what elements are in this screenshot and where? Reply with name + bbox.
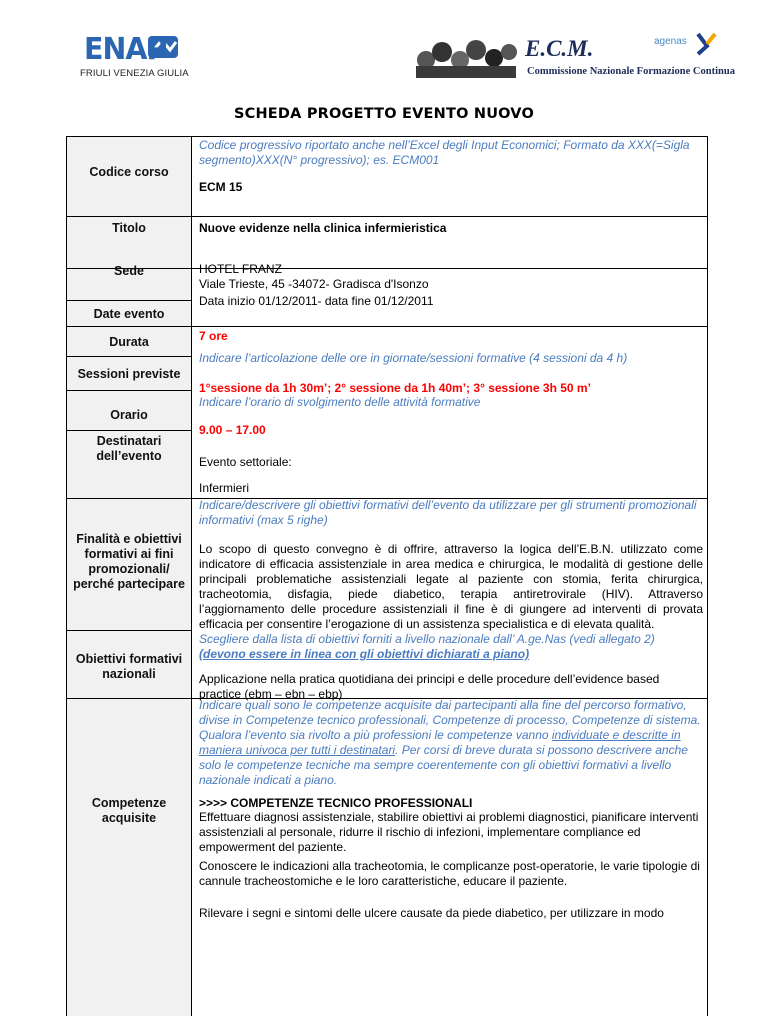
row-divider <box>67 630 192 631</box>
ecm-title: E.C.M. <box>525 36 594 61</box>
competenze-hint <box>199 698 703 788</box>
label-durata: Durata <box>109 335 149 349</box>
project-table <box>66 136 708 1016</box>
competenze-hint-b: . Per corsi di breve durata si possono descrivere anche solo le competenze tecniche ma sempre coerentemente con gli obiettivi formativi a livello nazionale indicati a piano. <box>199 743 688 787</box>
row-divider <box>67 136 708 137</box>
row-divider <box>67 390 192 391</box>
codice-value: ECM 15 <box>199 180 243 194</box>
competenze-heading: >>>> COMPETENZE TECNICO PROFESSIONALI <box>199 796 473 810</box>
agenas-logo-icon <box>695 32 717 56</box>
destinatari-line2: Infermieri <box>199 481 250 495</box>
durata-value: 7 ore <box>199 329 228 343</box>
obiettivi-value: Applicazione nella pratica quotidiana dei principi e delle procedure dell’evidence based practice (ebm – ebn – ebp) <box>199 672 660 701</box>
row-divider <box>67 216 708 217</box>
orario-value: 9.00 – 17.00 <box>199 423 266 437</box>
enap-logo <box>78 28 190 84</box>
obiettivi-hint: Scegliere dalla lista di obiettivi forniti a livello nazionale dall’ A.ge.Nas (vedi allegato 2) <box>199 632 655 646</box>
label-competenze: Competenze acquisite <box>91 796 167 825</box>
sede-line2: Viale Trieste, 45 -34072- Gradisca d'Isonzo <box>199 277 429 291</box>
label-orario: Orario <box>110 408 148 422</box>
row-divider <box>67 300 192 301</box>
orario-hint: Indicare l’orario di svolgimento delle attività formative <box>199 395 481 409</box>
label-finalita: Finalità e obiettivi formativi ai fini promozionali/ perché partecipare <box>73 532 185 591</box>
agenas-logo-text: agenas <box>654 36 687 47</box>
sessioni-hint: Indicare l’articolazione delle ore in giornate/sessioni formative (4 sessioni da 4 h) <box>199 351 628 365</box>
row-divider <box>67 326 708 327</box>
date-value: Data inizio 01/12/2011- data fine 01/12/2011 <box>199 294 434 308</box>
label-destinatari: Destinatari dell’evento <box>96 434 162 463</box>
enap-region: FRIULI VENEZIA GIULIA <box>80 68 189 79</box>
row-divider <box>67 356 192 357</box>
document-title: SCHEDA PROGETTO EVENTO NUOVO <box>233 106 535 122</box>
codice-hint: Codice progressivo riportato anche nell’Excel degli Input Economici; Formato da XXX(=Sigla segmento)XXX(N° progressivo); es. ECM001 <box>199 138 690 167</box>
competenze-p1: Effettuare diagnosi assistenziale, stabilire obiettivi ai problemi diagnostici, pianificare interventi assistenziali al personale, ridurre il rischio di infezioni, implementare compliance ed empowerment del paziente. <box>199 810 699 854</box>
destinatari-line1: Evento settoriale: <box>199 455 292 469</box>
competenze-p2: Conoscere le indicazioni alla tracheotomia, le complicanze post-operatorie, le varie tipologie di cannule tracheostomiche e le loro caratteristiche, educare il paziente. <box>199 859 700 888</box>
finalita-value: Lo scopo di questo convegno è di offrire, attraverso la logica dell’E.B.N. utilizzato come indicatore di efficacia assistenziale in area medica e chirurgica, le modalità di gestione delle principali problematiche assistenziali legate al paziente con stomia, ferita chirurgica, tracheotomia, disfagia, piede diabetico, terapia antiretrovirale (HIV). Attraverso l’aggiornamento delle procedure assistenziali il fine è di giungere ad interventi di provata efficacia per consentire l’erogazione di un assistenza specialistica e di elevata qualità. <box>199 542 703 631</box>
sessioni-value: 1°sessione da 1h 30m’; 2° sessione da 1h 40m’; 3° sessione 3h 50 m’ <box>199 381 591 395</box>
label-titolo: Titolo <box>112 221 146 235</box>
ecm-subtitle: Commissione Nazionale Formazione Continua <box>527 66 735 77</box>
competenze-hint-underlined: individuate e descritte in maniera univoca per tutti i destinatari <box>199 728 681 757</box>
label-sede: Sede <box>114 264 144 278</box>
obiettivi-hint-bold: (devono essere in linea con gli obiettivi dichiarati a piano) <box>199 647 530 661</box>
competenze-p3: Rilevare i segni e sintomi delle ulcere causate da piede diabetico, per utilizzare in modo <box>199 906 664 920</box>
label-bg <box>67 698 191 1016</box>
sede-line1: HOTEL FRANZ <box>199 262 282 276</box>
label-date-evento: Date evento <box>93 307 165 321</box>
finalita-hint: Indicare/descrivere gli obiettivi formativi dell’evento da utilizzare per gli strumenti promozionali informativi (max 5 righe) <box>199 498 697 527</box>
titolo-value: Nuove evidenze nella clinica infermieristica <box>199 221 447 235</box>
row-divider <box>67 430 192 431</box>
label-obiettivi-nazionali: Obiettivi formativi nazionali <box>75 652 183 681</box>
enap-logo-text: ENAP <box>84 32 167 67</box>
label-codice-corso: Codice corso <box>89 165 169 179</box>
label-sessioni-previste: Sessioni previste <box>77 367 181 381</box>
ecm-portraits-image <box>414 30 518 78</box>
competenze-hint-a: Indicare quali sono le competenze acquisite dai partecipanti alla fine del percorso formativo, divise in Competenze tecnico professionali, Competenze di processo, Competenze di sistema. Qualora l’evento sia rivolto a più professioni le competenze vanno <box>199 698 701 742</box>
